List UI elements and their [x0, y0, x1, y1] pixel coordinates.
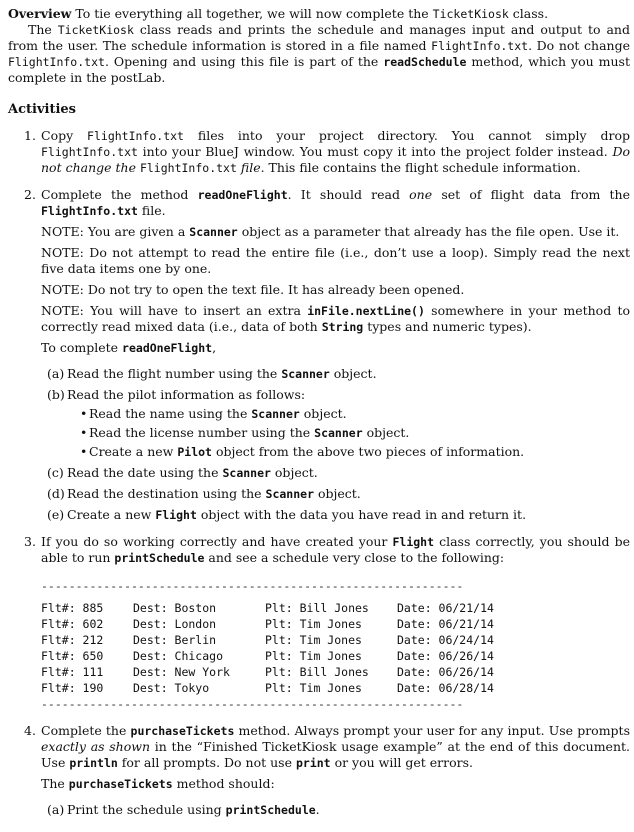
- schedule-cell: Dest: Chicago: [133, 649, 224, 663]
- activity-number: 4.: [24, 723, 36, 738]
- sub-item: (b) Read the pilot information as follows:: [47, 387, 306, 402]
- activity-number: 3.: [24, 534, 36, 549]
- note: NOTE: Do not attempt to read the entire file (i.e., don’t use a loop). Simply read the next five data items one by one.: [41, 245, 630, 276]
- activity-3: 3. If you do so working correctly and have created your Flight class correctly, you should be able to run printSchedule and see a schedule very close to the following: ------------------------------------------------------------- Flt#: 885 Dest: Boston Plt: Bill Jones Date: 06/21/14 Flt#: 602 Dest: London Plt: Tim Jones Date: 06/21/14 Flt#: 212 Dest: Berlin Plt: Tim Jones Date: 06/24/14 Flt#: 650 Dest: Chicago Plt: Tim Jones Date: 06/26/14 Flt#: 111 Dest: New York Plt: Bill Jones Date: 06/26/14 Flt#: 190 Dest: Tokyo Plt: Tim Jones Date: 06/28/14 -------------------------------------------------------------: [24, 534, 631, 711]
- schedule-cell: Flt#: 111: [41, 665, 104, 679]
- schedule-output: [41, 578, 630, 712]
- divider-rule: -------------------------------------------------------------: [41, 697, 464, 711]
- sub-item: (a) Print the schedule using printSchedule.: [47, 802, 320, 817]
- schedule-row: [41, 648, 630, 664]
- schedule-cell: Dest: London: [133, 617, 217, 631]
- schedule-cell: Date: 06/26/14: [397, 665, 494, 679]
- bullet-icon: •: [80, 444, 88, 459]
- activity-number: 1.: [24, 128, 36, 143]
- bullet-item: • Create a new Pilot object from the above two pieces of information.: [80, 444, 525, 459]
- activity-4: 4. Complete the purchaseTickets method. Always prompt your user for any input. Use prompts exactly as shown in the “Finished TicketKiosk usage example” at the end of this document. Use println for all prompts. Do not use print or you will get errors. The purchaseTickets method should: (a) Print the schedule using printSchedule.: [24, 723, 630, 817]
- sub-item: (e) Create a new Flight object with the data you have read in and return it.: [47, 507, 527, 522]
- schedule-cell: Flt#: 650: [41, 649, 104, 663]
- activity-2: 2. Complete the method readOneFlight. It should read one set of flight data from the FlightInfo.txt file. NOTE: You are given a Scanner object as a parameter that already has the file open. Use it. NOTE: Do not attempt to read the entire file (i.e., don’t use a loop). Simply read the next five data items one by one. NOTE: Do not try to open the text file. It has already been opened. NOTE: You will have to insert an extra inFile.nextLine() somewhere in your method to correctly read mixed data (i.e., data of both String types and numeric types). To complete readOneFlight, (a) Read the flight number using the Scanner object. (b) Read the pilot information as follows: • Read the name using the Scanner object. • Read the license number using the Scanner object. • Create a new Pilot object from the above two pieces of information. (c) Read the date using the Scanner object. (d) Read the destination using the Scanner object. (e) Create a new Flight object with the data you have read in and return it.: [24, 187, 631, 522]
- overview-line: Overview To tie everything all together, we will now complete the TicketKiosk class.: [8, 6, 549, 21]
- schedule-row: [41, 632, 630, 648]
- schedule-cell: Date: 06/24/14: [397, 633, 494, 647]
- note: NOTE: You are given a Scanner object as a parameter that already has the file open. Use it.: [41, 224, 620, 239]
- schedule-cell: Flt#: 602: [41, 617, 104, 631]
- bullet-item: • Read the license number using the Scanner object.: [80, 425, 410, 440]
- overview-paragraph: The TicketKiosk class reads and prints the schedule and manages input and output to and from the user. The schedule information is stored in a file named FlightInfo.txt. Do not change FlightInfo.txt. Opening and using this file is part of the readSchedule method, which you must complete in the postLab.: [8, 22, 630, 85]
- schedule-row: [41, 664, 630, 680]
- overview-heading: Overview: [8, 6, 72, 21]
- bullet-icon: •: [80, 425, 88, 440]
- sub-item: (a) Read the flight number using the Scanner object.: [47, 366, 377, 381]
- activity-1: 1. Copy FlightInfo.txt files into your project directory. You cannot simply drop FlightInfo.txt into your BlueJ window. You must copy it into the project folder instead. Do not change the FlightInfo.txt file. This file contains the flight schedule information.: [24, 128, 630, 175]
- note: NOTE: Do not try to open the text file. It has already been opened.: [41, 282, 465, 297]
- schedule-row: [41, 680, 630, 696]
- schedule-cell: Dest: Boston: [133, 601, 217, 615]
- note: The purchaseTickets method should:: [41, 776, 275, 791]
- sub-item: (d) Read the destination using the Scanner object.: [47, 486, 361, 501]
- schedule-cell: Plt: Tim Jones: [265, 633, 362, 647]
- schedule-cell: Date: 06/21/14: [397, 617, 494, 631]
- schedule-cell: Flt#: 212: [41, 633, 104, 647]
- schedule-rows: [41, 600, 630, 696]
- sub-item: (c) Read the date using the Scanner object.: [47, 465, 318, 480]
- note: To complete readOneFlight,: [41, 340, 217, 355]
- schedule-cell: Dest: New York: [133, 665, 230, 679]
- schedule-cell: Date: 06/26/14: [397, 649, 494, 663]
- note: NOTE: You will have to insert an extra inFile.nextLine() somewhere in your method to correctly read mixed data (i.e., data of both String types and numeric types).: [41, 303, 631, 334]
- activity-number: 2.: [24, 187, 36, 202]
- schedule-row: [41, 616, 630, 632]
- schedule-cell: Dest: Tokyo: [133, 681, 210, 695]
- activities-heading: Activities: [8, 102, 76, 117]
- schedule-cell: Flt#: 190: [41, 681, 104, 695]
- schedule-cell: Plt: Tim Jones: [265, 681, 362, 695]
- schedule-cell: Plt: Tim Jones: [265, 649, 362, 663]
- schedule-row: [41, 600, 630, 616]
- schedule-cell: Plt: Bill Jones: [265, 601, 369, 615]
- schedule-cell: Flt#: 885: [41, 601, 104, 615]
- schedule-cell: Plt: Bill Jones: [265, 665, 369, 679]
- bullet-icon: •: [80, 406, 88, 421]
- divider-rule: -------------------------------------------------------------: [41, 579, 464, 593]
- schedule-cell: Dest: Berlin: [133, 633, 217, 647]
- bullet-item: • Read the name using the Scanner object.: [80, 406, 347, 421]
- schedule-cell: Date: 06/21/14: [397, 601, 494, 615]
- schedule-cell: Date: 06/28/14: [397, 681, 494, 695]
- schedule-cell: Plt: Tim Jones: [265, 617, 362, 631]
